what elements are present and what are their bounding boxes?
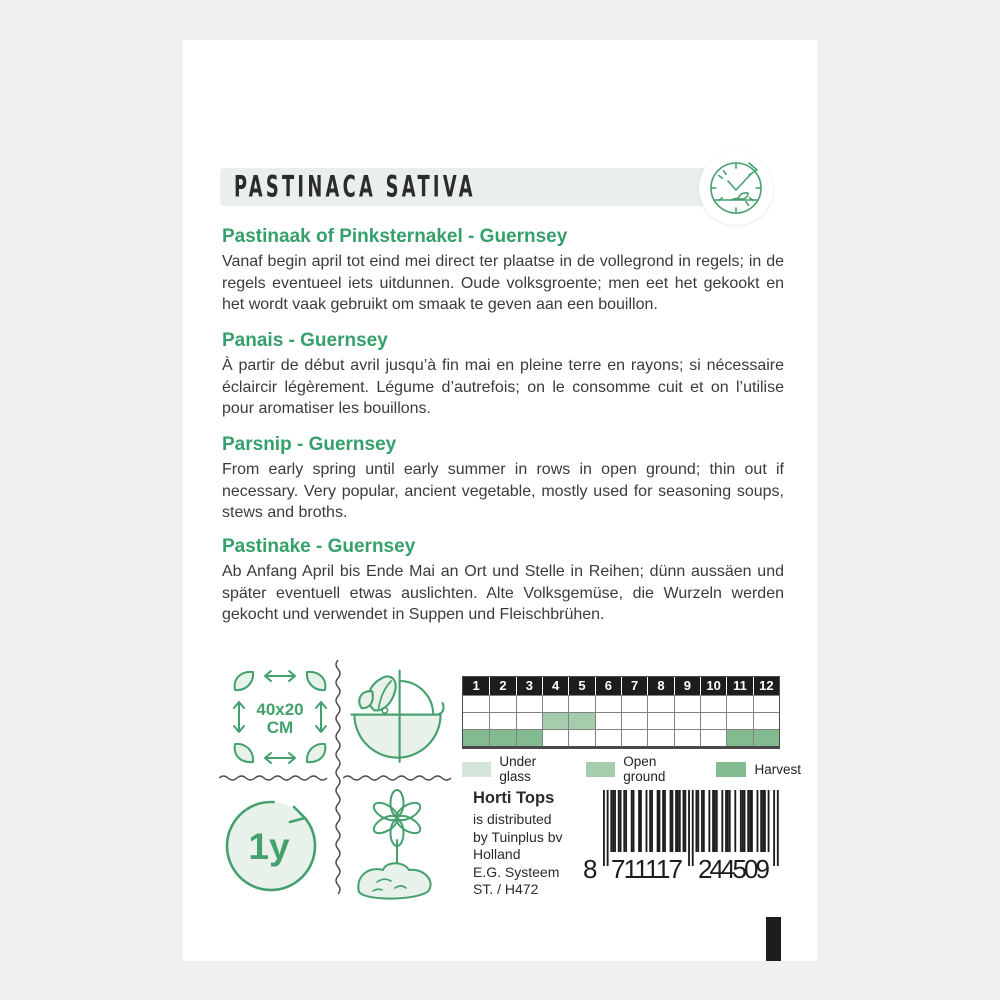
calendar-cell [489,712,515,729]
barcode-digits: 711117 [611,854,683,884]
barcode-bar [662,790,664,852]
barcode-bar [729,790,731,852]
calendar-cell [516,695,542,712]
distributor-line: is distributed [473,811,552,827]
barcode-bar [747,790,749,852]
calendar-cell [568,712,594,729]
section-heading-german: Pastinake - Guernsey [222,536,416,557]
ean13-barcode [581,788,781,884]
barcode-bar [688,790,690,866]
calendar-cell [700,695,726,712]
spacing-unit-label: CM [266,718,294,737]
divider-horizontal-wavy-right [343,774,455,782]
legend-item [716,762,801,777]
calendar-month-header: 9 [674,677,700,695]
barcode-bar [610,790,612,852]
section-german [222,536,784,626]
section-french [222,330,784,420]
legend-item [586,754,701,784]
section-english [222,434,784,524]
section-dutch [222,226,784,316]
barcode-bar [692,790,694,866]
legend-swatch [586,762,615,777]
barcode-bar [768,790,770,852]
calendar-cell [753,729,779,746]
clock-leaf-icon [707,159,765,217]
calendar-legend [462,754,817,784]
calendar-row-under-glass [463,695,779,712]
distributor-block [473,789,563,899]
section-heading-french: Panais - Guernsey [222,330,388,351]
calendar-cell [700,729,726,746]
calendar-month-header: 6 [595,677,621,695]
calendar-month-header: 12 [753,677,779,695]
barcode-bar [670,790,672,852]
section-body-dutch: Vanaf begin april tot eind mei direct ter plaatse in de vollegrond in regels; in de regels eventueel iets uitdunnen. Oude volksgroente; men eet het gekookt en het wordt vaak gebruikt om smaak te geven aan een bouillon. [222,253,784,313]
barcode-bar [703,790,705,852]
distributor-line: ST. / H472 [473,881,539,897]
calendar-cell [753,712,779,729]
seed-packet-back [183,40,817,961]
calendar-cell [542,695,568,712]
calendar-cell [621,712,647,729]
calendar-cell [674,712,700,729]
section-body-english: From early spring until early summer in rows in open ground; thin out if necessary. Very popular, ancient vegetable, mostly used for seasoning soups, stews and broths. [222,461,784,521]
calendar-cell [542,712,568,729]
barcode-bar [623,790,625,852]
barcode-bar [740,790,742,852]
calendar-cell [489,695,515,712]
barcode-bar [744,790,746,852]
calendar-cell [726,729,752,746]
barcode-bar [631,790,633,852]
legend-item [462,754,570,784]
calendar-month-header: 7 [621,677,647,695]
calendar-cell [516,712,542,729]
barcode-bar [684,790,686,852]
divider-vertical-wavy [334,660,342,900]
distributor-line: E.G. Systeem [473,863,560,880]
barcode-bar [664,790,666,852]
calendar-cell [568,695,594,712]
barcode-bar [727,790,729,852]
calendar-cell [674,695,700,712]
calendar-cell [647,729,673,746]
calendar-cell [568,729,594,746]
barcode-bar [640,790,642,852]
barcode-bar [618,790,620,852]
barcode-bar [712,790,714,852]
barcode-digits: 8 [583,854,598,884]
barcode-bar [757,790,759,852]
barcode-bar [612,790,614,852]
barcode-bar [657,790,659,852]
calendar-month-header: 3 [516,677,542,695]
spacing-dimensions-label: 40x20 [256,700,304,719]
title-band [220,168,726,206]
print-registration-mark [766,917,781,961]
calendar-cell [542,729,568,746]
barcode-bar [773,790,775,866]
distributor-name: Horti Tops [473,789,555,807]
barcode-bar [725,790,727,852]
barcode-bar [764,790,766,852]
calendar-month-header: 2 [489,677,515,695]
calendar-cell [700,712,726,729]
calendar-cell [726,695,752,712]
calendar-cell [621,729,647,746]
divider-horizontal-wavy-left [219,774,335,782]
calendar-cell [621,695,647,712]
barcode-bar [677,790,679,852]
barcode-bar [777,790,779,866]
barcode-bar [675,790,677,852]
calendar-cell [516,729,542,746]
distributor-lines [473,811,563,899]
section-heading-dutch: Pastinaak of Pinksternakel - Guernsey [222,226,568,247]
barcode-bar [714,790,716,852]
calendar-cell [726,712,752,729]
sowing-calendar-table [462,676,780,749]
barcode-digits: 244509 [698,854,770,884]
barcode-bar [734,790,736,852]
calendar-cell [463,712,489,729]
latin-name-title: PASTINACA SATIVA [234,170,476,205]
legend-label: Under glass [499,754,537,784]
barcode-bar [659,790,661,852]
salad-bowl-icon [345,660,450,765]
calendar-row-open-ground [463,712,779,729]
plant-spacing-icon [225,662,335,772]
annual-cycle-icon [221,792,325,896]
calendar-month-header: 8 [647,677,673,695]
barcode-bar [649,790,651,852]
barcode-bar [721,790,723,852]
barcode-bar [614,790,616,852]
barcode-bar [683,790,685,852]
barcode-bar [633,790,635,852]
legend-swatch [462,762,491,777]
calendar-cell [647,712,673,729]
calendar-row-harvest [463,729,779,746]
legend-swatch [716,762,746,777]
barcode-bar [620,790,622,852]
one-year-label: 1y [248,826,290,867]
distributor-line: Holland [473,846,521,862]
calendar-body [463,695,779,746]
calendar-month-header: 4 [542,677,568,695]
section-body-french: À partir de début avril jusqu’à fin mai en pleine terre en rayons; si nécessaire éclaircir légèrement. Légume d’autrefois; on le consomme cuit et on l’utilise pour aromatiser les bouillons. [222,357,784,417]
barcode-bar [638,790,640,852]
calendar-cell [463,729,489,746]
calendar-cell [674,729,700,746]
barcode-bar [762,790,764,852]
barcode-bar [646,790,648,852]
barcode-bar [751,790,753,852]
calendar-month-header: 10 [700,677,726,695]
barcode-bar [651,790,653,852]
barcode-bar [671,790,673,852]
barcode-bar [625,790,627,852]
barcode-bar [749,790,751,852]
calendar-cell [595,729,621,746]
barcode-bar [696,790,698,852]
barcode-bar [603,790,605,866]
calendar-cell [595,712,621,729]
flower-mound-icon [349,788,445,906]
legend-label: Harvest [754,761,801,777]
calendar-month-header: 5 [568,677,594,695]
barcode-bar [716,790,718,852]
barcode-bar [708,790,710,852]
calendar-header-row [463,677,779,695]
distributor-line: by Tuinplus bv [473,828,563,845]
calendar-month-header: 11 [726,677,752,695]
calendar-cell [753,695,779,712]
calendar-month-header: 1 [463,677,489,695]
legend-label: Open ground [623,754,666,784]
barcode-bar [701,790,703,852]
sowing-time-badge [699,151,773,225]
calendar-cell [647,695,673,712]
calendar-cell [489,729,515,746]
barcode-bar [697,790,699,852]
section-heading-english: Parsnip - Guernsey [222,434,397,455]
calendar-cell [595,695,621,712]
barcode-bar [742,790,744,852]
calendar-cell [463,695,489,712]
section-body-german: Ab Anfang April bis Ende Mai an Ort und Stelle in Reihen; dünn aussäen und später eventuell etwas auslichten. Alte Volksgemüse, die Wurzeln werden gekocht und verwendet in Suppen und Fleischbrühen. [222,563,784,623]
barcode-bar [679,790,681,852]
barcode-bar [760,790,762,852]
barcode-bar [607,790,609,866]
